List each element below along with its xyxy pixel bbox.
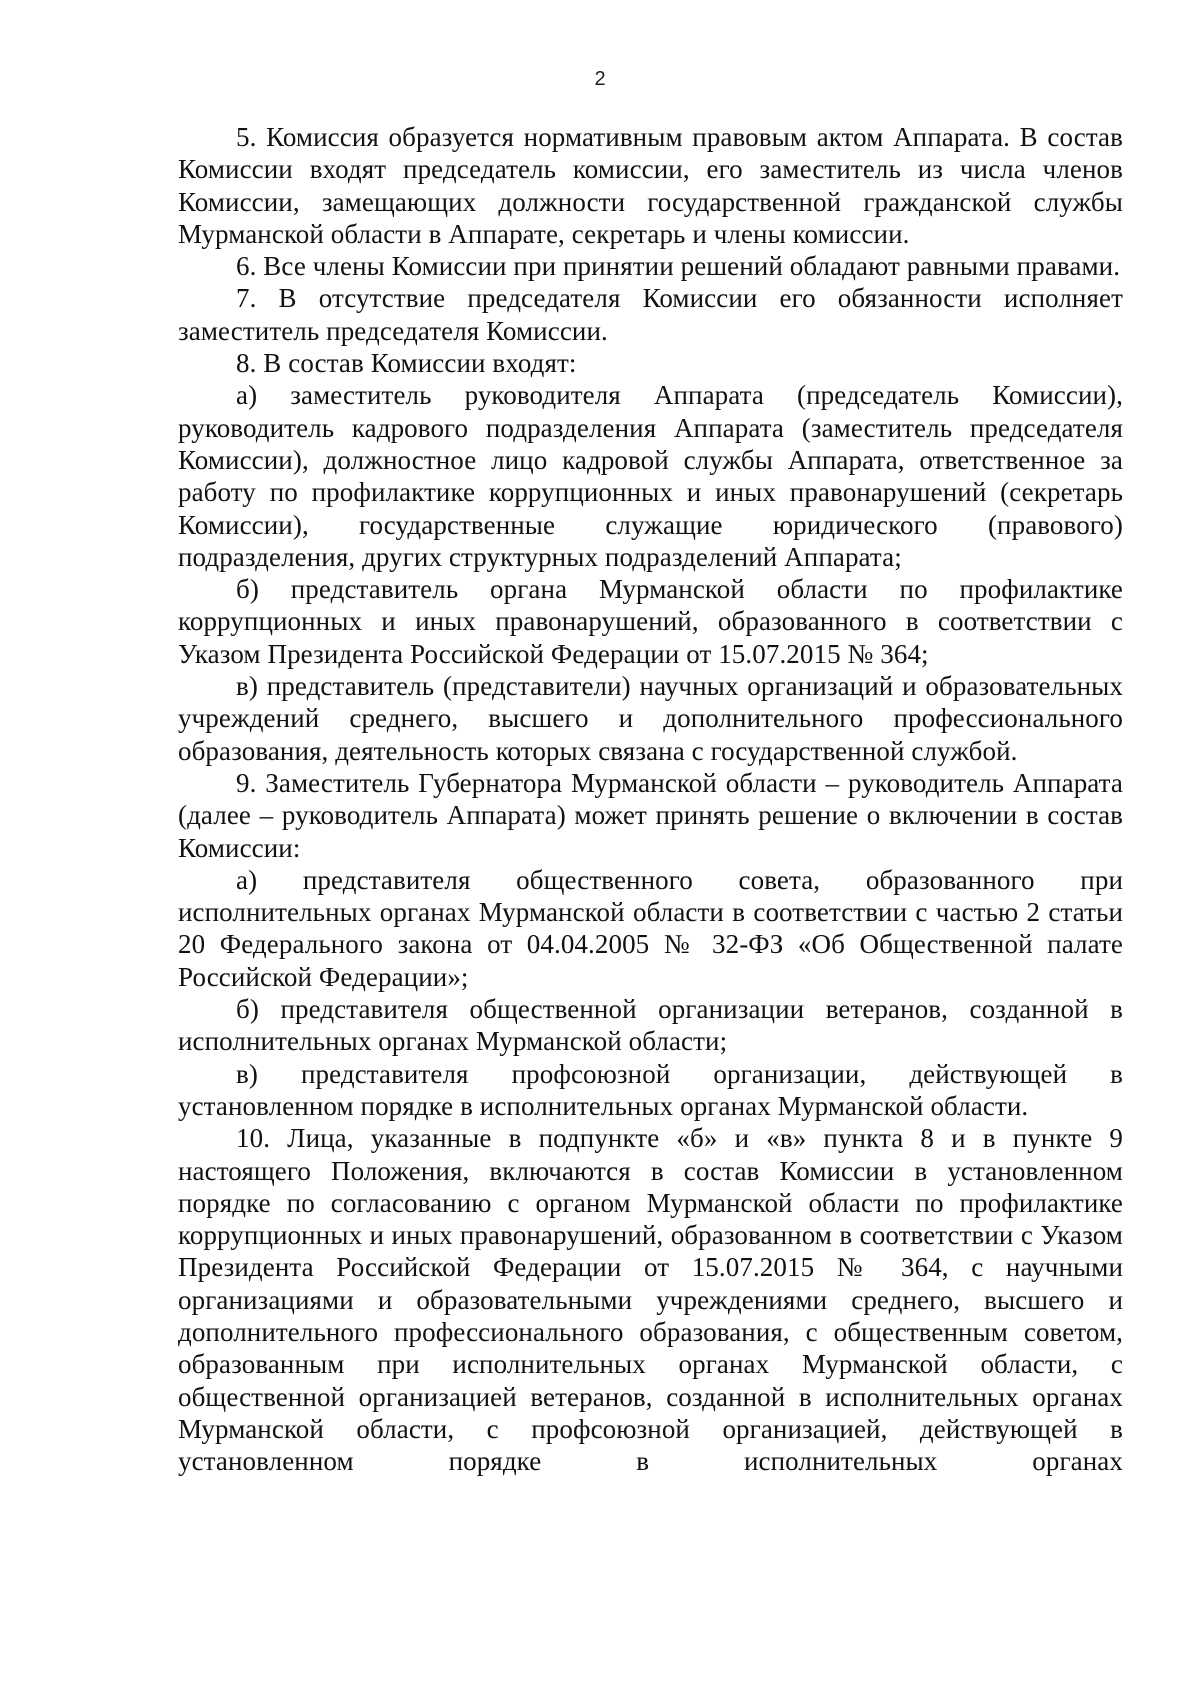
paragraph-item-8v: в) представитель (представители) научных организаций и образовательных учреждений среднего, высшего и дополнительного профессионального образования, деятельность которых связана с государственной службой. — [178, 671, 1123, 766]
paragraph-item-9b: б) представителя общественной организации ветеранов, созданной в исполнительных органах Мурманской области; — [178, 994, 1123, 1057]
paragraph-item-9a: а) представителя общественного совета, образованного при исполнительных органах Мурманской области в соответствии с частью 2 статьи 20 Федерального закона от 04.04.2005 № 32-ФЗ «Об Общественной палате Российской Федерации»; — [178, 864, 1123, 992]
paragraph-item-6: 6. Все члены Комиссии при принятии решений обладают равными правами. — [236, 251, 1121, 282]
paragraph-item-8a: а) заместитель руководителя Аппарата (председатель Комиссии), руководитель кадрового подразделения Аппарата (заместитель председателя Комиссии), должностное лицо кадровой службы Аппарата, ответственное за работу по профилактике коррупционных и иных правонарушений (секретарь Комиссии), государственные служащие юридического (правового) подразделения, других структурных подразделений Аппарата; — [178, 380, 1123, 572]
paragraph-item-8b: б) представитель органа Мурманской области по профилактике коррупционных и иных правонарушений, образованного в соответствии с Указом Президента Российской Федерации от 15.07.2015 № 364; — [178, 574, 1123, 669]
paragraph-item-9: 9. Заместитель Губернатора Мурманской области – руководитель Аппарата (далее – руководитель Аппарата) может принять решение о включении в состав Комиссии: — [178, 767, 1123, 863]
page-number: 2 — [594, 68, 606, 90]
paragraph-item-7: 7. В отсутствие председателя Комиссии его обязанности исполняет заместитель председателя Комиссии. — [178, 283, 1123, 346]
paragraph-item-8: 8. В состав Комиссии входят: — [236, 348, 577, 379]
paragraph-item-9v: в) представителя профсоюзной организации, действующей в установленном порядке в исполнительных органах Мурманской области. — [178, 1058, 1123, 1121]
paragraph-item-5: 5. Комиссия образуется нормативным правовым актом Аппарата. В состав Комиссии входят председатель комиссии, его заместитель из числа членов Комиссии, замещающих должности государственной гражданской службы Мурманской области в Аппарате, секретарь и члены комиссии. — [178, 122, 1123, 249]
paragraph-item-10: 10. Лица, указанные в подпункте «б» и «в» пункта 8 и в пункте 9 настоящего Положения, включаются в состав Комиссии в установленном порядке по согласованию с органом Мурманской области по профилактике коррупционных и иных правонарушений, образованном в соответствии с Указом Президента Российской Федерации от 15.07.2015 № 364, с научными организациями и образовательными учреждениями среднего, высшего и дополнительного профессионального образования, с общественным советом, образованным при исполнительных органах Мурманской области, с общественной организацией ветеранов, созданной в исполнительных органах Мурманской области, с профсоюзной организацией, действующей в установленном порядке в исполнительных органах — [178, 1123, 1123, 1477]
document-body — [178, 121, 1123, 1477]
